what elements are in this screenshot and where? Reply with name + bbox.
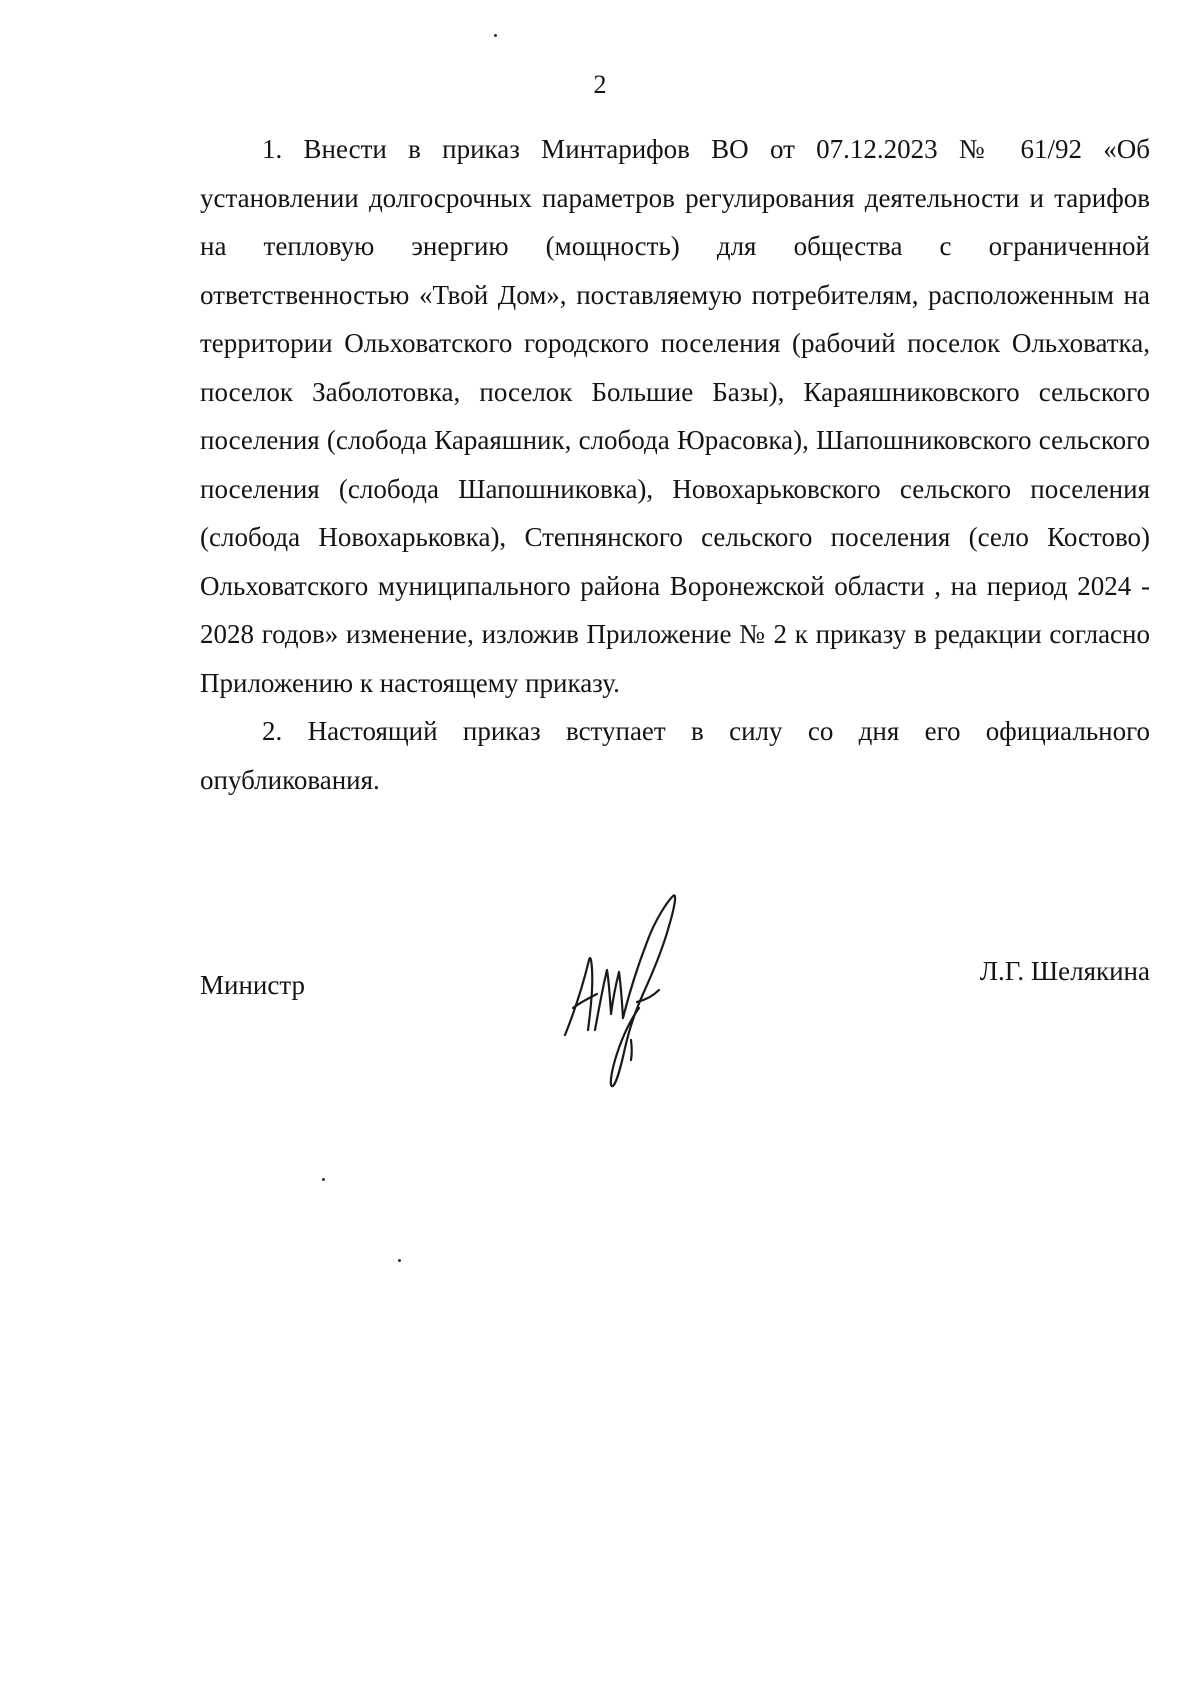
scan-speck	[494, 34, 497, 37]
scan-speck	[322, 1178, 325, 1181]
handwritten-signature	[555, 890, 705, 1090]
signature-block	[200, 890, 1150, 1090]
signer-title: Министр	[200, 970, 305, 1000]
document-body	[200, 125, 1150, 804]
signer-name: Л.Г. Шелякина	[979, 956, 1150, 986]
paragraph-1: 1. Внести в приказ Минтарифов ВО от 07.12.2023 № 61/92 «Об установлении долгосрочных параметров регулирования деятельности и тарифов на тепловую энергию (мощность) для общества с ограниченной ответственностью «Твой Дом», поставляемую потребителям, расположенным на территории Ольховатского городского поселения (рабочий поселок Ольховатка, поселок Заболотовка, поселок Большие Базы), Караяшниковского сельского поселения (слобода Караяшник, слобода Юрасовка), Шапошниковского сельского поселения (слобода Шапошниковка), Новохарьковского сельского поселения (слобода Новохарьковка), Степнянского сельского поселения (село Костово) Ольховатского муниципального района Воронежской области , на период 2024 - 2028 годов» изменение, изложив Приложение № 2 к приказу в редакции согласно Приложению к настоящему приказу.	[200, 134, 1150, 698]
scan-speck	[398, 1259, 401, 1262]
page-number: 2	[593, 70, 607, 99]
paragraph-2: 2. Настоящий приказ вступает в силу со дня его официального опубликования.	[200, 716, 1150, 795]
